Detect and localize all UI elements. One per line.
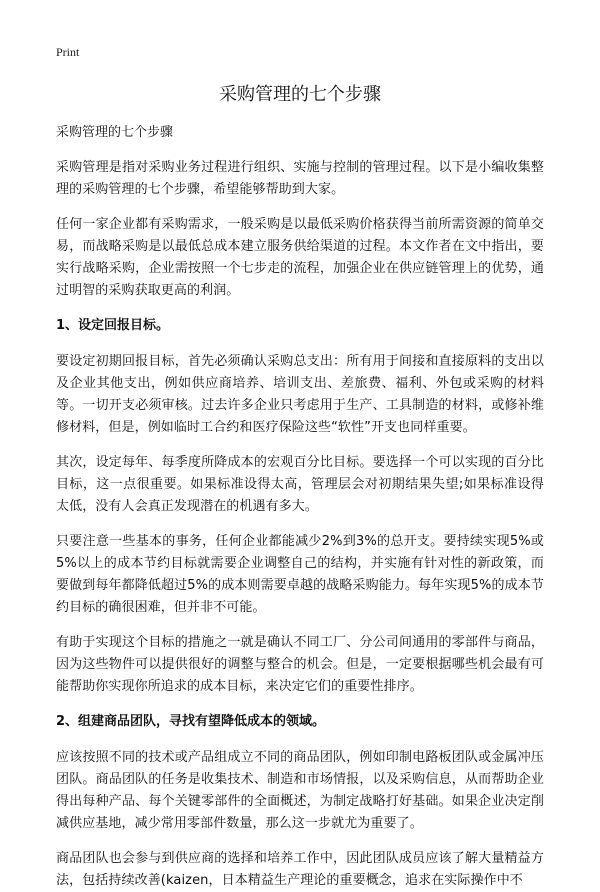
page-title: 采购管理的七个步骤 [219, 84, 381, 105]
document-subtitle: 采购管理的七个步骤 [56, 125, 174, 140]
print-label: Print [56, 45, 80, 59]
section-heading: 2、组建商品团队，寻找有望降低成本的领域。 [56, 714, 326, 729]
intro-paragraph: 采购管理是指对采购业务过程进行组织、实施与控制的管理过程。以下是小编收集整理的采购管理的七个步骤，希望能够帮助到大家。 [56, 160, 544, 197]
body-paragraph: 有助于实现这个目标的措施之一就是确认不同工厂、分公司间通用的零部件与商品，因为这些物件可以提供很好的调整与整合的机会。但是，一定要根据哪些机会最有可能帮助你实现你所追求的成本目标，来决定它们的重要性排序。 [56, 635, 544, 694]
body-paragraph: 其次，设定每年、每季度所降成本的宏观百分比目标。要选择一个可以实现的百分比目标，这一点很重要。如果标准设得太高，管理层会对初期结果失望;如果标准设得太低，没有人会真正发现潜在的机遇有多大。 [56, 455, 544, 514]
body-paragraph: 应该按照不同的技术或产品组成立不同的商品团队，例如印制电路板团队或金属冲压团队。商品团队的任务是收集技术、制造和市场情报，以及采购信息，从而帮助企业得出每种产品、每个关键零部件的全面概述，为制定战略打好基础。如果企业决定削减供应基地，减少常用零部件数量，那么这一步就尤为重要了。 [56, 750, 544, 831]
body-paragraph: 只要注意一些基本的事务，任何企业都能减少2%到3%的总开支。要持续实现5%或5%以上的成本节约目标就需要企业调整自己的结构，并实施有针对性的新政策，而要做到每年都降低超过5%的成本则需要卓越的战略采购能力。每年实现5%的成本节约目标的确很困难，但并非不可能。 [56, 534, 544, 615]
body-paragraph: 商品团队也会参与到供应商的选择和培养工作中，因此团队成员应该了解大量精益方法，包括持续改善(kaizen，日本精益生产理论的重要概念，追求在实际操作中不 [56, 851, 544, 888]
body-paragraph: 要设定初期回报目标，首先必须确认采购总支出：所有用于间接和直接原料的支出以及企业其他支出，例如供应商培养、培训支出、差旅费、福利、外包或采购的材料等。一切开支必须审核。过去许多企业只考虑用于生产、工具制造的材料，或修补维修材料，但是，例如临时工合约和医疗保险这些“软性”开支也同样重要。 [56, 354, 544, 435]
intro-paragraph: 任何一家企业都有采购需求，一般采购是以最低采购价格获得当前所需资源的简单交易，而战略采购是以最低总成本建立服务供给渠道的过程。本文作者在文中指出，要实行战略采购，企业需按照一个七步走的流程，加强企业在供应链管理上的优势，通过明智的采购获取更高的利润。 [56, 217, 544, 298]
section-heading: 1、设定回报目标。 [56, 318, 170, 333]
